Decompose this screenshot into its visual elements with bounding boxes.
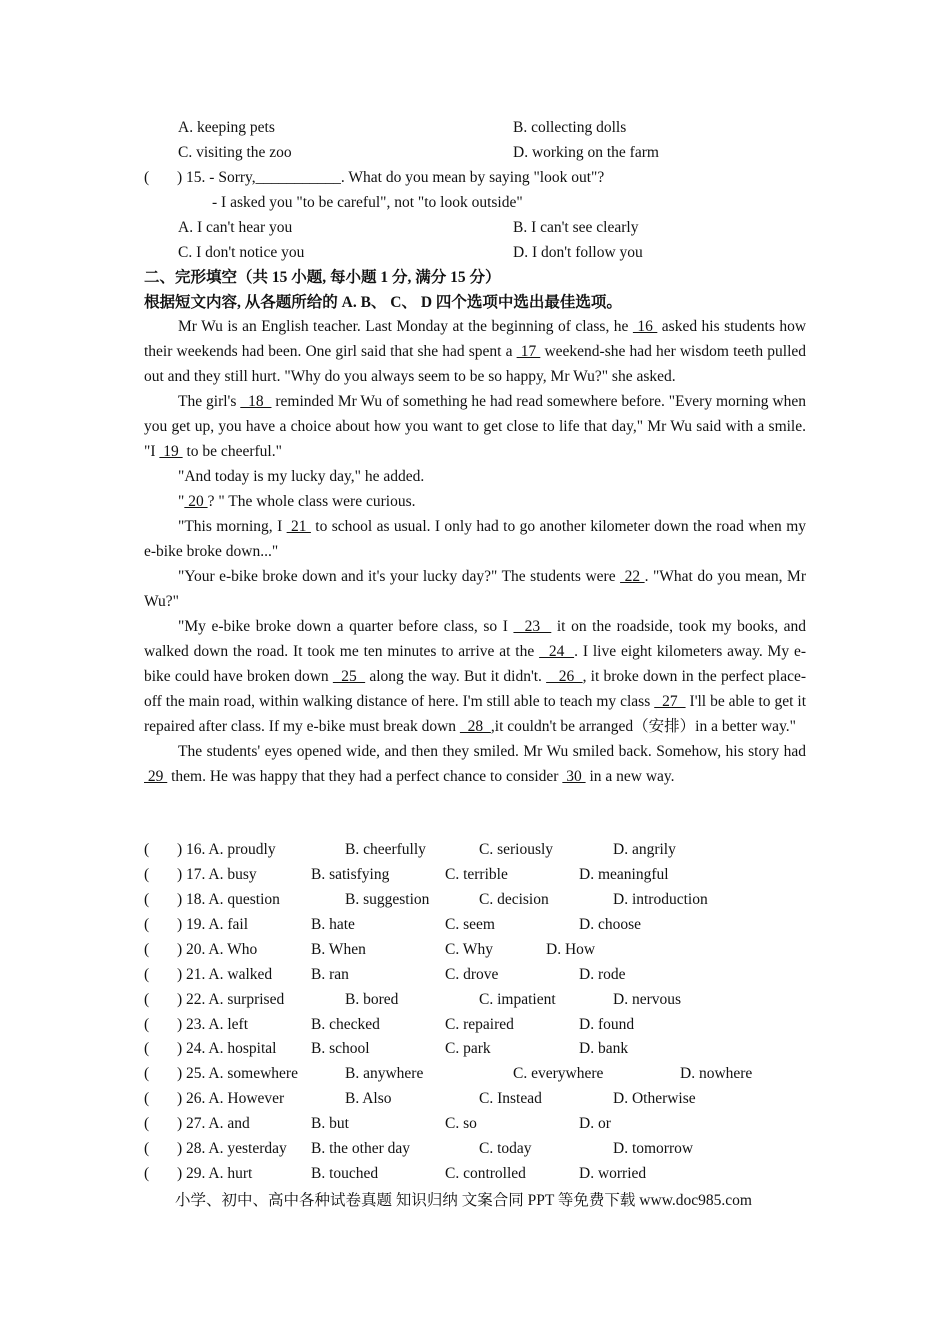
option-d: D. How (546, 941, 596, 958)
option-d: D. choose (579, 916, 641, 933)
option-c: C. park (445, 1040, 491, 1057)
answer-paren: ( (144, 941, 150, 958)
option-b: B. checked (311, 1016, 380, 1033)
q15-stem: ) 15. - Sorry,___________. What do you mean by saying "look out"? (177, 169, 605, 186)
q15-option-c: C. I don't notice you (178, 244, 305, 261)
paragraph-6: "Your e-bike broke down and it's your lucky day?" The students were 22 . "What do you mean, Mr Wu?" (144, 568, 806, 610)
option-d: D. nowhere (680, 1065, 753, 1082)
q15-option-d: D. I don't follow you (513, 244, 643, 261)
option-a: ) 23. A. left (177, 1016, 249, 1033)
q15-answer-paren-open: ( (144, 169, 150, 186)
answer-paren: ( (144, 866, 150, 883)
paragraph-7: "My e-bike broke down a quarter before class, so I 23 it on the roadside, took my books, and walked down the road. It took me ten minutes to arrive at the 24 . I live eight kilometers away. My e-bike could have broken down 25 along the way. But it didn't. 26 , it broke down in the perfect place-off the main road, within walking distance of here. I'm still able to teach my class 27 I'll be able to get it repaired after class. If my e-bike must break down 28 ,it couldn't be arranged（安排）in a better way." (144, 618, 807, 735)
option-d: D. angrily (613, 841, 676, 858)
option-a: ) 20. A. Who (177, 941, 258, 958)
option-a: ) 25. A. somewhere (177, 1065, 298, 1082)
paragraph-4: " 20 ? " The whole class were curious. (178, 493, 416, 510)
option-d: D. introduction (613, 891, 708, 908)
answer-paren: ( (144, 1140, 150, 1157)
answer-paren: ( (144, 891, 150, 908)
option-c: C. seem (445, 916, 495, 933)
option-c: C. today (479, 1140, 532, 1157)
option-c: C. repaired (445, 1016, 514, 1033)
option-a: ) 16. A. proudly (177, 841, 276, 858)
option-d: D. bank (579, 1040, 629, 1057)
option-a: ) 18. A. question (177, 891, 280, 908)
option-c: C. controlled (445, 1165, 526, 1182)
option-b: B. school (311, 1040, 370, 1057)
option-d: D. Otherwise (613, 1090, 696, 1107)
q14-option-c: C. visiting the zoo (178, 144, 292, 161)
option-d: D. tomorrow (613, 1140, 694, 1157)
option-b: B. ran (311, 966, 349, 983)
answer-paren: ( (144, 1115, 150, 1132)
option-c: C. everywhere (513, 1065, 604, 1082)
answer-paren: ( (144, 991, 150, 1008)
answer-paren: ( (144, 966, 150, 983)
option-d: D. or (579, 1115, 611, 1132)
section-instruction: 根据短文内容, 从各题所给的 A. B、 C、 D 四个选项中选出最佳选项。 (144, 294, 622, 311)
option-a: ) 27. A. and (177, 1115, 250, 1132)
option-c: C. so (445, 1115, 477, 1132)
q14-option-b: B. collecting dolls (513, 119, 627, 136)
paragraph-1: Mr Wu is an English teacher. Last Monday at the beginning of class, he 16 asked his students how their weekends had been. One girl said that she had spent a 17 weekend-she had her wisdom teeth pulled out and they still hurt. "Why do you always seem to be so happy, Mr Wu?" she asked. (144, 318, 807, 385)
page-footer: 小学、初中、高中各种试卷真题 知识归纳 文案合同 PPT 等免费下载 www.doc985.com (175, 1192, 752, 1209)
answer-paren: ( (144, 1016, 150, 1033)
option-d: D. meaningful (579, 866, 669, 883)
option-c: C. Instead (479, 1090, 542, 1107)
option-a: ) 22. A. surprised (177, 991, 285, 1008)
option-b: B. bored (345, 991, 399, 1008)
option-a: ) 24. A. hospital (177, 1040, 277, 1057)
option-b: B. the other day (311, 1140, 411, 1157)
answer-paren: ( (144, 916, 150, 933)
answer-paren: ( (144, 1040, 150, 1057)
option-c: C. seriously (479, 841, 554, 858)
option-b: B. but (311, 1115, 349, 1132)
option-a: ) 29. A. hurt (177, 1165, 253, 1182)
option-c: C. terrible (445, 866, 508, 883)
answer-paren: ( (144, 1090, 150, 1107)
option-c: C. drove (445, 966, 499, 983)
option-a: ) 17. A. busy (177, 866, 257, 883)
option-b: B. touched (311, 1165, 379, 1182)
option-c: C. impatient (479, 991, 556, 1008)
answer-paren: ( (144, 841, 150, 858)
paragraph-5: "This morning, I 21 to school as usual. I only had to go another kilometer down the road when my e-bike broke down..." (144, 518, 807, 560)
option-a: ) 19. A. fail (177, 916, 249, 933)
answer-paren: ( (144, 1065, 150, 1082)
option-b: B. hate (311, 916, 355, 933)
q14-option-d: D. working on the farm (513, 144, 659, 161)
option-b: B. When (311, 941, 366, 958)
option-b: B. suggestion (345, 891, 430, 908)
cloze-passage (144, 314, 806, 789)
option-a: ) 26. A. However (177, 1090, 285, 1107)
option-a: ) 21. A. walked (177, 966, 273, 983)
option-b: B. satisfying (311, 866, 390, 883)
q15-option-b: B. I can't see clearly (513, 219, 639, 236)
answer-paren: ( (144, 1165, 150, 1182)
option-a: ) 28. A. yesterday (177, 1140, 287, 1157)
q15-option-a: A. I can't hear you (178, 219, 293, 236)
q15-reply: - I asked you "to be careful", not "to look outside" (212, 194, 523, 211)
option-d: D. nervous (613, 991, 682, 1008)
option-d: D. found (579, 1016, 635, 1033)
option-d: D. rode (579, 966, 626, 983)
option-c: C. decision (479, 891, 549, 908)
paragraph-8: The students' eyes opened wide, and then they smiled. Mr Wu smiled back. Somehow, his story had 29 them. He was happy that they had a perfect chance to consider 30 in a new way. (144, 743, 806, 785)
q14-option-a: A. keeping pets (178, 119, 275, 136)
option-b: B. cheerfully (345, 841, 426, 858)
option-d: D. worried (579, 1165, 647, 1182)
option-b: B. anywhere (345, 1065, 424, 1082)
section-heading: 二、完形填空（共 15 小题, 每小题 1 分, 满分 15 分） (144, 269, 501, 286)
paragraph-2: The girl's 18 reminded Mr Wu of something he had read somewhere before. "Every morning when you get up, you have a choice about how you want to get close to life that day," Mr Wu said with a smile. "I 19 to be cheerful." (144, 393, 807, 460)
paragraph-3: "And today is my lucky day," he added. (178, 468, 425, 485)
option-c: C. Why (445, 941, 493, 958)
option-b: B. Also (345, 1090, 392, 1107)
